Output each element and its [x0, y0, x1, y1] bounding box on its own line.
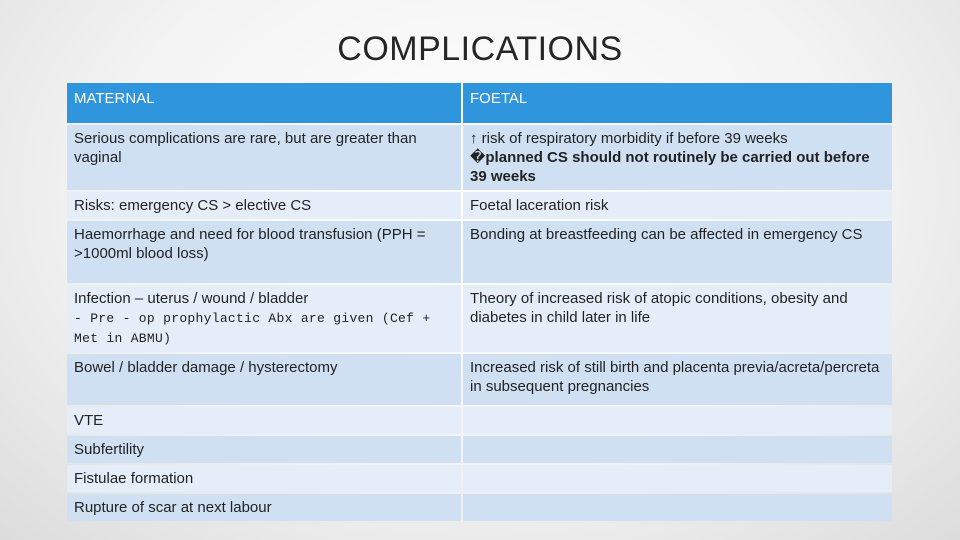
- table-row: [67, 125, 892, 190]
- foetal-cell: [463, 494, 892, 521]
- replacement-glyph-icon: �: [470, 149, 486, 166]
- maternal-text: Infection – uterus / wound / bladder: [74, 290, 309, 307]
- maternal-cell: [67, 285, 461, 352]
- maternal-cell: Subfertility: [67, 436, 461, 463]
- table-row: [67, 354, 892, 405]
- foetal-cell: Increased risk of still birth and placenta previa/acreta/percreta in subsequent pregnancies: [463, 354, 892, 405]
- maternal-cell: Serious complications are rare, but are greater than vaginal: [67, 125, 461, 190]
- table-row: [67, 407, 892, 434]
- maternal-cell: Rupture of scar at next labour: [67, 494, 461, 521]
- table-row: [67, 285, 892, 352]
- foetal-cell: Bonding at breastfeeding can be affected in emergency CS: [463, 221, 892, 283]
- table-row: [67, 192, 892, 219]
- maternal-cell: Haemorrhage and need for blood transfusion (PPH = >1000ml blood loss): [67, 221, 461, 283]
- maternal-cell: Fistulae formation: [67, 465, 461, 492]
- up-arrow-icon: ↑: [470, 130, 478, 147]
- table-row: [67, 436, 892, 463]
- foetal-cell: [463, 407, 892, 434]
- maternal-cell: Bowel / bladder damage / hysterectomy: [67, 354, 461, 405]
- header-maternal: MATERNAL: [67, 83, 461, 123]
- table-row: [67, 494, 892, 521]
- header-foetal: FOETAL: [463, 83, 892, 123]
- maternal-cell: VTE: [67, 407, 461, 434]
- foetal-cell: [463, 465, 892, 492]
- foetal-cell: Theory of increased risk of atopic conditions, obesity and diabetes in child later in life: [463, 285, 892, 352]
- slide-title: COMPLICATIONS: [337, 30, 623, 68]
- table-row: [67, 465, 892, 492]
- foetal-cell: Foetal laceration risk: [463, 192, 892, 219]
- foetal-cell: [463, 125, 892, 190]
- complications-table: [65, 81, 894, 523]
- foetal-cell: [463, 436, 892, 463]
- table-header-row: [67, 83, 892, 123]
- foetal-text: risk of respiratory morbidity if before 39 weeks: [477, 130, 788, 147]
- table-row: [67, 221, 892, 283]
- maternal-cell: Risks: emergency CS > elective CS: [67, 192, 461, 219]
- maternal-subtext: - Pre - op prophylactic Abx are given (Cef + Met in ABMU): [74, 311, 431, 346]
- foetal-text-bold: planned CS should not routinely be carried out before 39 weeks: [470, 149, 870, 185]
